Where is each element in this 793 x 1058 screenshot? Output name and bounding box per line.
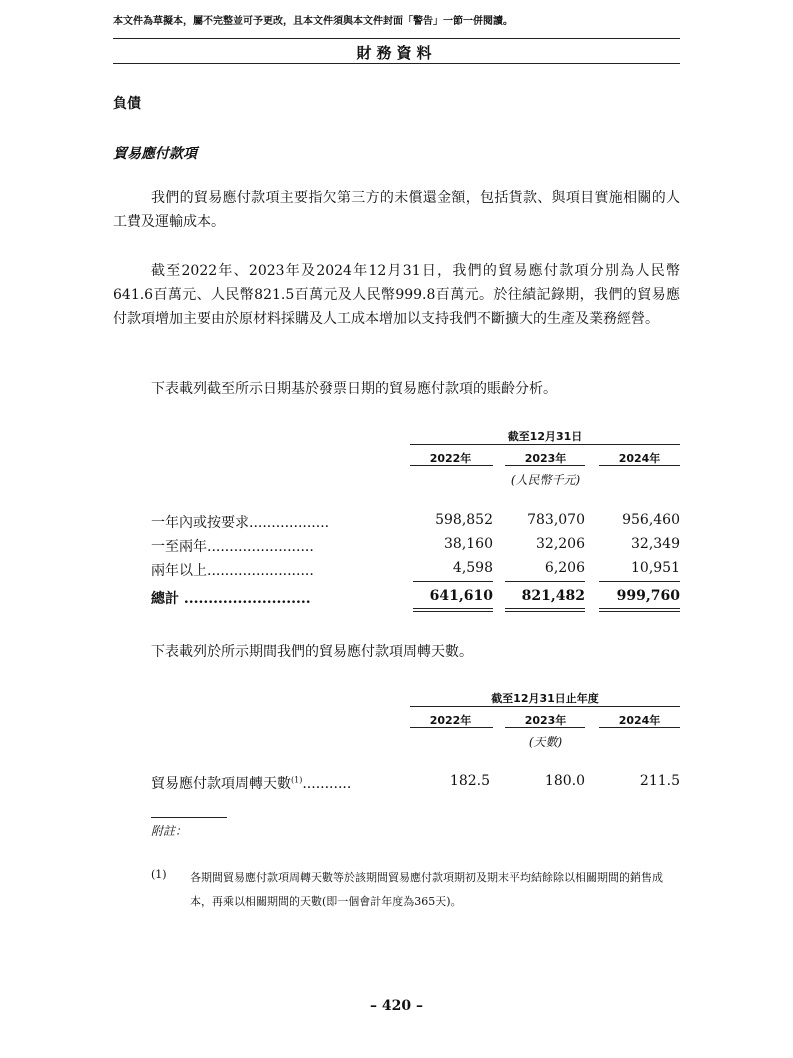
table2-unit: (天數) xyxy=(528,735,563,749)
table-row-label: 兩年以上........................ xyxy=(151,563,314,579)
total-row-label: 總計 .......................... xyxy=(151,591,311,607)
section-title: 財務資料 xyxy=(356,44,437,62)
table-cell: 956,460 xyxy=(622,512,680,528)
turnover-row-label: 貿易應付款項周轉天數$^{(1)}$........... xyxy=(151,775,352,792)
table1-unit: (人民幣千元) xyxy=(510,473,581,487)
table2-group-header: 截至12月31日止年度 xyxy=(491,692,599,705)
total-cell: 821,482 xyxy=(521,588,585,604)
heading-liabilities: 負債 xyxy=(113,96,141,112)
table-cell: 38,160 xyxy=(444,536,493,552)
table2-year-2022: 2022年 xyxy=(429,714,472,727)
subtotal-rule xyxy=(599,581,680,582)
table1-intro: 下表載列截至所示日期基於發票日期的貿易應付款項的賬齡分析。 xyxy=(151,381,557,397)
total-double-rule xyxy=(413,608,493,609)
table1-year-2022: 2022年 xyxy=(429,452,472,465)
table2-year-2024: 2024年 xyxy=(618,714,661,727)
paragraph-1: 我們的貿易應付款項主要指欠第三方的未償還金額，包括貨款、與項目實施相關的人工費及運輸成本。 xyxy=(113,190,680,230)
total-cell: 641,610 xyxy=(429,588,493,604)
table2-year-rule xyxy=(599,727,680,728)
table1-year-rule xyxy=(505,465,585,466)
table1-year-2023: 2023年 xyxy=(524,452,567,465)
subheading-trade-payables: 貿易應付款項 xyxy=(113,146,197,162)
table1-year-rule xyxy=(410,465,493,466)
table2-group-rule xyxy=(410,706,680,707)
table2-intro: 下表載列於所示期間我們的貿易應付款項周轉天數。 xyxy=(151,644,473,660)
table1-group-header: 截至12月31日 xyxy=(507,430,583,443)
total-double-rule xyxy=(599,611,680,612)
turnover-cell: 182.5 xyxy=(449,773,490,789)
table-cell: 32,349 xyxy=(631,536,680,552)
table1-year-2024: 2024年 xyxy=(618,452,661,465)
table2-year-2023: 2023年 xyxy=(524,714,567,727)
draft-warning: 本文件為草擬本，屬不完整並可予更改，且本文件須與本文件封面「警告」一節一併閱讀。 xyxy=(113,16,513,27)
footnote-label: 附註： xyxy=(151,824,188,838)
total-double-rule xyxy=(505,608,585,609)
paragraph-2: 截至2022年、2023年及2024年12月31日，我們的貿易應付款項分別為人民幣641.6百萬元、人民幣821.5百萬元及人民幣999.8百萬元。於往績記錄期，我們的貿易應付款項增加主要由於原材料採購及人工成本增加以支持我們不斷擴大的生產及業務經營。 xyxy=(113,263,680,327)
subtotal-rule xyxy=(413,581,493,582)
total-double-rule xyxy=(599,608,680,609)
table-cell: 783,070 xyxy=(527,512,585,528)
table-cell: 10,951 xyxy=(631,560,680,576)
footnote-rule xyxy=(151,817,227,818)
table-row-label: 一至兩年........................ xyxy=(151,539,314,555)
turnover-cell: 180.0 xyxy=(544,773,585,789)
table1-group-rule xyxy=(410,444,680,445)
table-row-label: 一年內或按要求.................. xyxy=(151,515,330,531)
table2-year-rule xyxy=(505,727,585,728)
table-cell: 598,852 xyxy=(435,512,493,528)
page-number: – 420 – xyxy=(370,998,423,1014)
table1-year-rule xyxy=(599,465,680,466)
table-cell: 32,206 xyxy=(536,536,585,552)
total-double-rule xyxy=(505,611,585,612)
total-double-rule xyxy=(413,611,493,612)
footnote-text: 各期間貿易應付款項周轉天數等於該期間貿易應付款項期初及期末平均結餘除以相關期間的銷售成本，再乘以相關期間的天數(即一個會計年度為365天)。 xyxy=(190,871,663,908)
table2-year-rule xyxy=(410,727,493,728)
total-cell: 999,760 xyxy=(616,588,680,604)
table-cell: 6,206 xyxy=(544,560,585,576)
footnote-number: (1) xyxy=(151,868,167,881)
subtotal-rule xyxy=(505,581,585,582)
turnover-cell: 211.5 xyxy=(639,773,680,789)
table-cell: 4,598 xyxy=(452,560,493,576)
header-rule-bottom xyxy=(113,63,680,64)
header-rule-top xyxy=(113,38,680,39)
